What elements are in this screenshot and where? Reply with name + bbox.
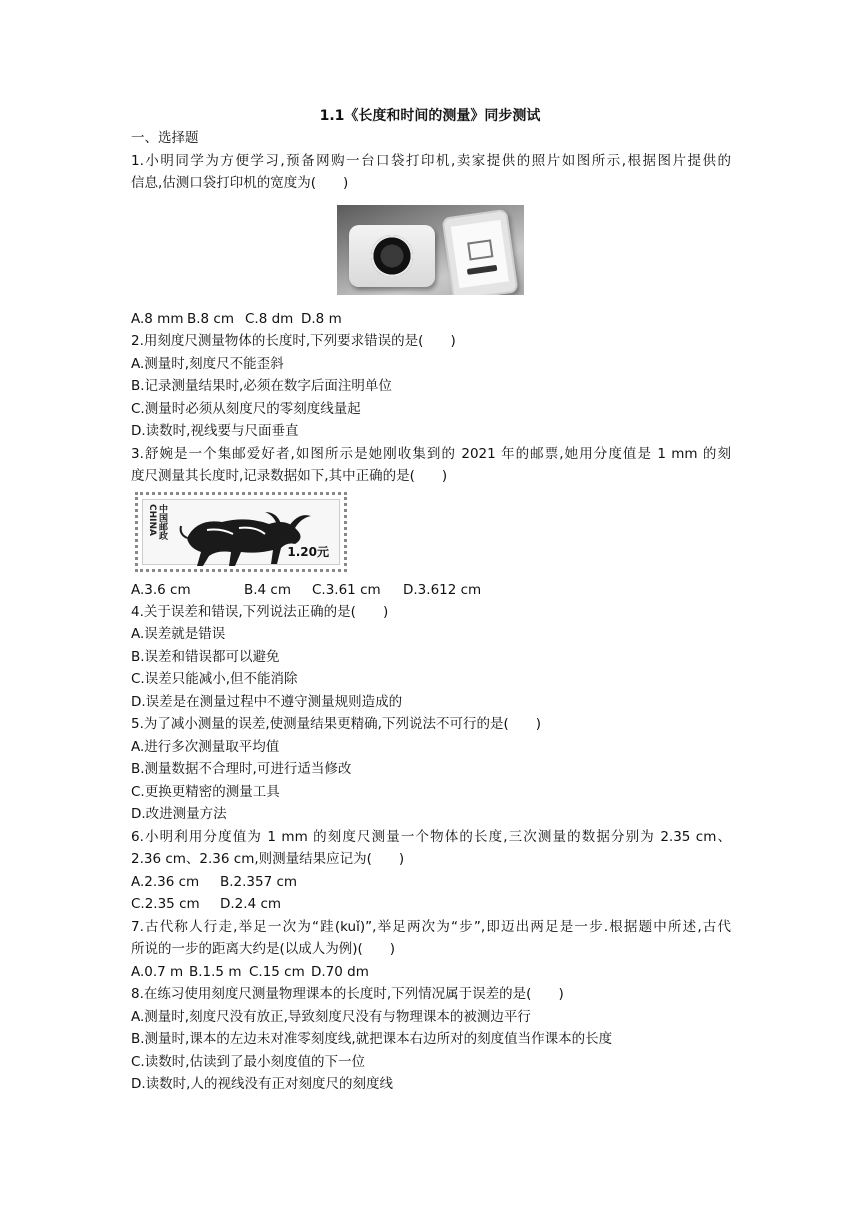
question-4-option-b: B.误差和错误都可以避免: [131, 649, 280, 665]
question-2-text: 2.用刻度尺测量物体的长度时,下列要求错误的是( ): [131, 333, 456, 349]
option-d: D.2.4 cm: [220, 896, 282, 912]
printer-lens: [371, 235, 413, 277]
ox-illustration: [177, 508, 317, 570]
question-5-option-d: D.改进测量方法: [131, 806, 227, 822]
question-8-option-a: A.测量时,刻度尺没有放正,导致刻度尺没有与物理课本的被测边平行: [131, 1009, 531, 1025]
question-4-option-d: D.误差是在测量过程中不遵守测量规则造成的: [131, 694, 403, 710]
option-c: C.2.35 cm: [131, 896, 200, 912]
option-d: D.70 dm: [311, 964, 369, 980]
option-d: D.8 m: [301, 311, 342, 327]
option-c: C.8 dm: [245, 311, 294, 327]
option-d: D.3.612 cm: [403, 582, 482, 598]
section-heading: 一、选择题: [131, 130, 199, 146]
stamp-country-label: 中国邮政 CHINA: [147, 504, 167, 540]
question-7-text: 7.古代称人行走,举足一次为“跬(kuǐ)”,举足两次为“步”,即迈出两足是一步.根据题中所述,古代: [131, 919, 731, 935]
option-a: A.3.6 cm: [131, 582, 191, 598]
question-6-options-row-1: [131, 872, 297, 892]
question-8-option-c: C.读数时,估读到了最小刻度值的下一位: [131, 1054, 366, 1070]
question-8-option-d: D.读数时,人的视线没有正对刻度尺的刻度线: [131, 1076, 393, 1092]
printer-body: [349, 225, 435, 287]
ox-stamp-image: [135, 492, 347, 572]
question-4-option-a: A.误差就是错误: [131, 626, 226, 642]
question-2-option-a: A.测量时,刻度尺不能歪斜: [131, 356, 284, 372]
question-7-options: [131, 962, 369, 982]
question-8-option-b: B.测量时,课本的左边未对准零刻度线,就把课本右边所对的刻度值当作课本的长度: [131, 1031, 613, 1047]
question-6-text: 6.小明利用分度值为 1 mm 的刻度尺测量一个物体的长度,三次测量的数据分别为 2.35 cm、: [131, 829, 731, 845]
question-3-text-cont: 度尺测量其长度时,记录数据如下,其中正确的是( ): [131, 468, 448, 484]
question-5-text: 5.为了减小测量的误差,使测量结果更精确,下列说法不可行的是( ): [131, 716, 541, 732]
option-a: A.2.36 cm: [131, 874, 200, 890]
question-5-option-c: C.更换更精密的测量工具: [131, 784, 280, 800]
question-2-option-d: D.读数时,视线要与尺面垂直: [131, 423, 299, 439]
question-6-options-row-2: [131, 894, 281, 914]
pocket-printer-photo: [337, 205, 524, 295]
option-c: C.3.61 cm: [312, 582, 381, 598]
question-1-text-cont: 信息,估测口袋打印机的宽度为( ): [131, 175, 349, 191]
option-b: B.2.357 cm: [220, 874, 298, 890]
question-8-text: 8.在练习使用刻度尺测量物理课本的长度时,下列情况属于误差的是( ): [131, 986, 564, 1002]
question-2-option-c: C.测量时必须从刻度尺的零刻度线量起: [131, 401, 361, 417]
question-7-text-cont: 所说的一步的距离大约是(以成人为例)( ): [131, 941, 396, 957]
option-c: C.15 cm: [249, 964, 305, 980]
question-6-text-cont: 2.36 cm、2.36 cm,则测量结果应记为( ): [131, 851, 405, 867]
question-2-option-b: B.记录测量结果时,必须在数字后面注明单位: [131, 378, 392, 394]
question-3-options: [131, 580, 481, 600]
question-1-options: [131, 309, 342, 329]
option-b: B.4 cm: [244, 582, 292, 598]
option-b: B.1.5 m: [189, 964, 242, 980]
question-4-option-c: C.误差只能减小,但不能消除: [131, 671, 298, 687]
option-a: A.8 mm: [131, 311, 184, 327]
question-5-option-b: B.测量数据不合理时,可进行适当修改: [131, 761, 352, 777]
question-1-text: 1.小明同学为方便学习,预备网购一台口袋打印机,卖家提供的照片如图所示,根据图片提供的: [131, 153, 731, 169]
option-b: B.8 cm: [187, 311, 235, 327]
question-3-text: 3.舒婉是一个集邮爱好者,如图所示是她刚收集到的 2021 年的邮票,她用分度值是 1 mm 的刻: [131, 446, 731, 462]
stamp-price: 1.20元: [287, 545, 329, 559]
phone-image: [441, 209, 518, 295]
question-4-text: 4.关于误差和错误,下列说法正确的是( ): [131, 604, 389, 620]
option-a: A.0.7 m: [131, 964, 184, 980]
document-title: 1.1《长度和时间的测量》同步测试: [319, 108, 541, 124]
question-5-option-a: A.进行多次测量取平均值: [131, 739, 280, 755]
